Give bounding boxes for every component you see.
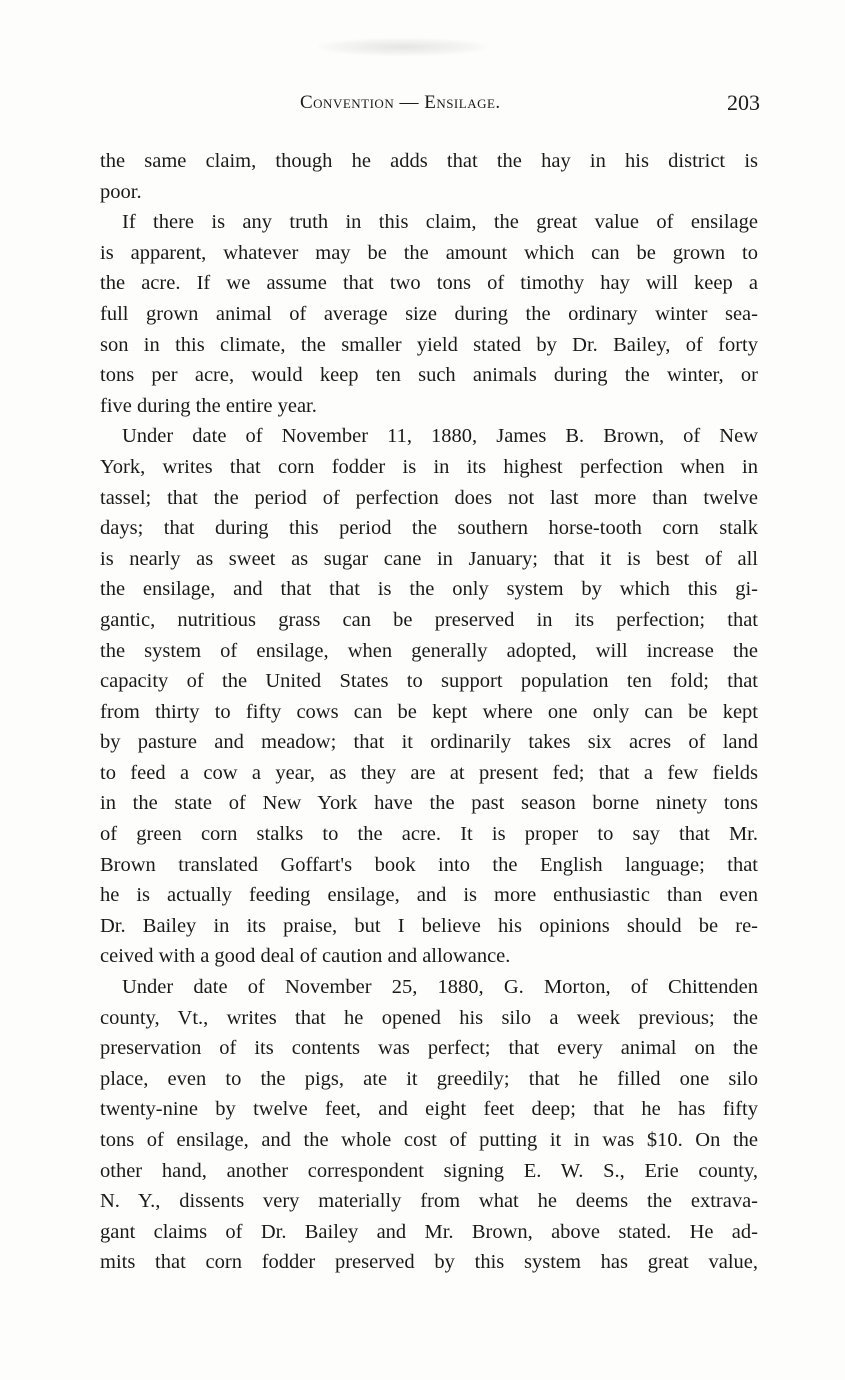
text-line: twenty-nine by twelve feet, and eight feet deep; that he has fifty — [100, 1098, 758, 1121]
text-line: full grown animal of average size during the ordinary winter sea- — [100, 302, 758, 325]
text-line: gantic, nutritious grass can be preserved in its perfection; that — [100, 608, 758, 631]
text-line: the same claim, though he adds that the hay in his district is — [100, 150, 758, 172]
text-line: tons of ensilage, and the whole cost of putting it in was $10. On the — [100, 1129, 758, 1151]
text-line: is nearly as sweet as sugar cane in January; that it is best of all — [100, 547, 758, 570]
text-line: ceived with a good deal of caution and allowance. — [100, 945, 511, 968]
ink-smudge-decoration — [318, 38, 488, 56]
text-line: Brown translated Goffart's book into the English language; that — [100, 853, 758, 876]
text-line: county, Vt., writes that he opened his silo a week previous; the — [100, 1006, 758, 1029]
page-number: 203 — [727, 90, 760, 115]
text-line: five during the entire year. — [100, 394, 317, 417]
text-line: by pasture and meadow; that it ordinarily takes six acres of land — [100, 731, 758, 754]
text-line: the acre. If we assume that two tons of timothy hay will keep a — [100, 272, 758, 295]
text-line: gant claims of Dr. Bailey and Mr. Brown, above stated. He ad- — [100, 1220, 758, 1243]
text-line: York, writes that corn fodder is in its highest perfection when in — [100, 455, 758, 478]
text-line: Dr. Bailey in its praise, but I believe his opinions should be re- — [100, 914, 758, 937]
text-line: tons per acre, would keep ten such animals during the winter, or — [100, 364, 758, 387]
text-line: preservation of its contents was perfect; that every animal on the — [100, 1037, 758, 1060]
text-line: tassel; that the period of perfection does not last more than twelve — [100, 486, 758, 509]
text-line: son in this climate, the smaller yield stated by Dr. Bailey, of forty — [100, 333, 758, 356]
text-line: the ensilage, and that that is the only system by which this gi- — [100, 578, 758, 601]
text-line: he is actually feeding ensilage, and is more enthusiastic than even — [100, 884, 758, 907]
text-line: If there is any truth in this claim, the great value of ensilage — [122, 211, 758, 234]
running-title: Convention — Ensilage. — [300, 92, 501, 113]
text-line: to feed a cow a year, as they are at present fed; that a few fields — [100, 761, 758, 784]
text-line: Under date of November 25, 1880, G. Morton, of Chittenden — [122, 976, 758, 999]
paragraph-2 — [100, 207, 758, 421]
body-text — [100, 146, 758, 1278]
page-header — [100, 90, 760, 120]
text-line: capacity of the United States to support population ten fold; that — [100, 670, 758, 693]
text-line: place, even to the pigs, ate it greedily; that he filled one silo — [100, 1067, 758, 1090]
text-line: from thirty to fifty cows can be kept where one only can be kept — [100, 700, 758, 723]
text-line: Under date of November 11, 1880, James B. Brown, of New — [122, 425, 758, 448]
text-line: poor. — [100, 180, 142, 203]
text-line: is apparent, whatever may be the amount which can be grown to — [100, 241, 758, 264]
text-line: mits that corn fodder preserved by this system has great value, — [100, 1251, 758, 1274]
text-line: in the state of New York have the past season borne ninety tons — [100, 792, 758, 815]
text-line: N. Y., dissents very materially from what he deems the extrava- — [100, 1190, 758, 1213]
paragraph-4 — [100, 972, 758, 1278]
text-line: the system of ensilage, when generally adopted, will increase the — [100, 639, 758, 662]
paragraph-1 — [100, 146, 758, 207]
text-line: of green corn stalks to the acre. It is proper to say that Mr. — [100, 823, 758, 846]
text-line: days; that during this period the southern horse-tooth corn stalk — [100, 517, 758, 540]
text-line: other hand, another correspondent signing E. W. S., Erie county, — [100, 1159, 758, 1182]
paragraph-3 — [100, 421, 758, 972]
